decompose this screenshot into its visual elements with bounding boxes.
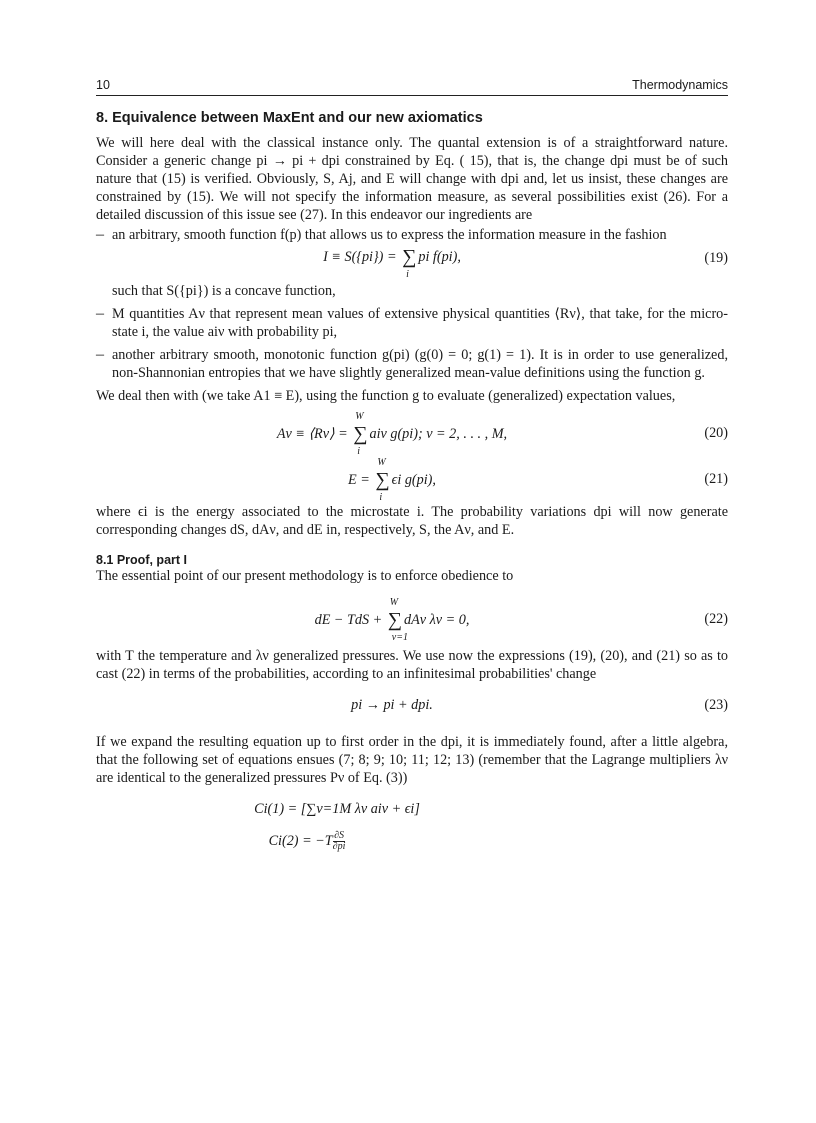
equation-c2 — [96, 829, 728, 863]
c2-lhs: Ci(2) = −T — [268, 832, 333, 849]
where-paragraph: where ϵi is the energy associated to the microstate i. The probability variations dpi will now generate corresponding changes dS, dAν, and dE in, respectively, S, the Aν, and E. — [96, 504, 728, 538]
c2-frac-num: ∂S — [334, 830, 345, 841]
sum-symbol: ∑ i — [402, 246, 417, 280]
expand-paragraph: If we expand the resulting equation up to first order in the dpi, it is immediately found, after a little algebra, that the following set of equations ensues (7; 8; 9; 10; 11; 12; 13) (remember that the Lagrange multipliers λν are identical to the generalized pressures Pν of Eq. (3)) — [96, 734, 728, 786]
equation-number-22: (22) — [704, 611, 728, 627]
equation-22 — [96, 589, 728, 647]
equation-c1 — [96, 797, 728, 829]
eq19-rhs: pi f(pi), — [418, 248, 461, 265]
page — [96, 78, 728, 863]
equation-19 — [96, 244, 728, 282]
page-header — [96, 78, 728, 96]
equation-21 — [96, 455, 728, 503]
list-dash: – — [96, 346, 104, 363]
equation-number-23: (23) — [704, 697, 728, 713]
c2-frac-den: ∂pi — [332, 841, 346, 852]
eq21-sum-top: W — [377, 457, 386, 468]
list-item — [96, 226, 728, 300]
eq22-sum-bottom: ν=1 — [391, 632, 408, 643]
proof-paragraph: The essential point of our present methodology is to enforce obedience to — [96, 568, 514, 584]
deal-paragraph: We deal then with (we take A1 ≡ E), using the function g to evaluate (generalized) expectation values, — [96, 388, 676, 404]
eq21-rhs: ϵi g(pi), — [391, 471, 436, 488]
eq22-sum-top: W — [389, 597, 399, 608]
bullet-2-text: M quantities Aν that represent mean values of extensive physical quantities ⟨Rν⟩, that take, for the micro-state i, the value aiν with probability pi, — [112, 306, 728, 340]
intro-paragraph: We will here deal with the classical instance only. The quantal extension is of a straightforward nature. Consider a generic change pi → pi + dpi constrained by Eq. ( 15), that is, the change dpi must be of such nature that (15) is verified. Obviously, S, Aj, and E will change with dpi and, let us insist, these changes are constrained by (15). We will not specify the information measure, as several possibilities exist (26). For a detailed discussion of this issue see (27). In this endeavor our ingredients are — [96, 135, 728, 223]
c2-fraction — [333, 831, 346, 852]
eq20-rhs: aiν g(pi); ν = 2, . . . , M, — [369, 425, 508, 442]
sum-symbol: ∑ W ν=1 — [387, 597, 408, 643]
eq20-lhs: Aν ≡ ⟨Rν⟩ = — [276, 425, 352, 442]
eq22-lhs: dE − TdS + — [314, 611, 386, 628]
eq19-lhs: I ≡ S({pi}) = — [323, 248, 401, 265]
equation-20 — [96, 409, 728, 455]
list-item — [96, 305, 728, 341]
equation-23 — [96, 691, 728, 733]
ingredient-list — [96, 226, 728, 382]
eq21-lhs: E = — [348, 471, 374, 488]
with-paragraph: with T the temperature and λν generalized pressures. We use now the expressions (19), (20), and (21) so as to cast (22) in terms of the probabilities, according to an infinitesimal probabilities' change — [96, 648, 728, 682]
list-item — [96, 346, 728, 382]
subsection-title: 8.1 Proof, part I — [96, 553, 187, 567]
sum-symbol: ∑ W i — [353, 411, 368, 457]
eq20-sum-top: W — [355, 411, 364, 422]
c1-lhs: Ci(1) = — [254, 801, 301, 817]
eq19-sum-bottom: i — [406, 269, 409, 280]
equation-number-20: (20) — [704, 425, 728, 441]
eq23-body: pi → pi + dpi. — [351, 697, 433, 713]
equation-number-21: (21) — [704, 471, 728, 487]
eq20-sum-bottom: i — [357, 446, 360, 457]
eq21-sum-bottom: i — [379, 492, 383, 503]
list-dash: – — [96, 305, 104, 322]
bullet-1-after: such that S({pi}) is a concave function, — [112, 283, 336, 299]
bullet-3-text: another arbitrary smooth, monotonic function g(pi) (g(0) = 0; g(1) = 1). It is in order to use generalized, non-Shannonian entropies that we have slightly generalized mean-value definitions using the function g. — [112, 347, 728, 381]
section-title: 8. Equivalence between MaxEnt and our new axiomatics — [96, 110, 483, 126]
sum-symbol: ∑ W i — [375, 457, 390, 503]
list-dash: – — [96, 226, 104, 243]
bullet-1-text: an arbitrary, smooth function f(p) that allows us to express the information measure in the fashion — [112, 227, 667, 243]
c1-rhs: [∑ν=1M λν aiν + ϵi] — [300, 801, 420, 817]
running-title: Thermodynamics — [632, 78, 728, 92]
page-number: 10 — [96, 78, 110, 92]
equation-number-19: (19) — [704, 250, 728, 266]
eq22-rhs: dAν λν = 0, — [404, 611, 470, 628]
